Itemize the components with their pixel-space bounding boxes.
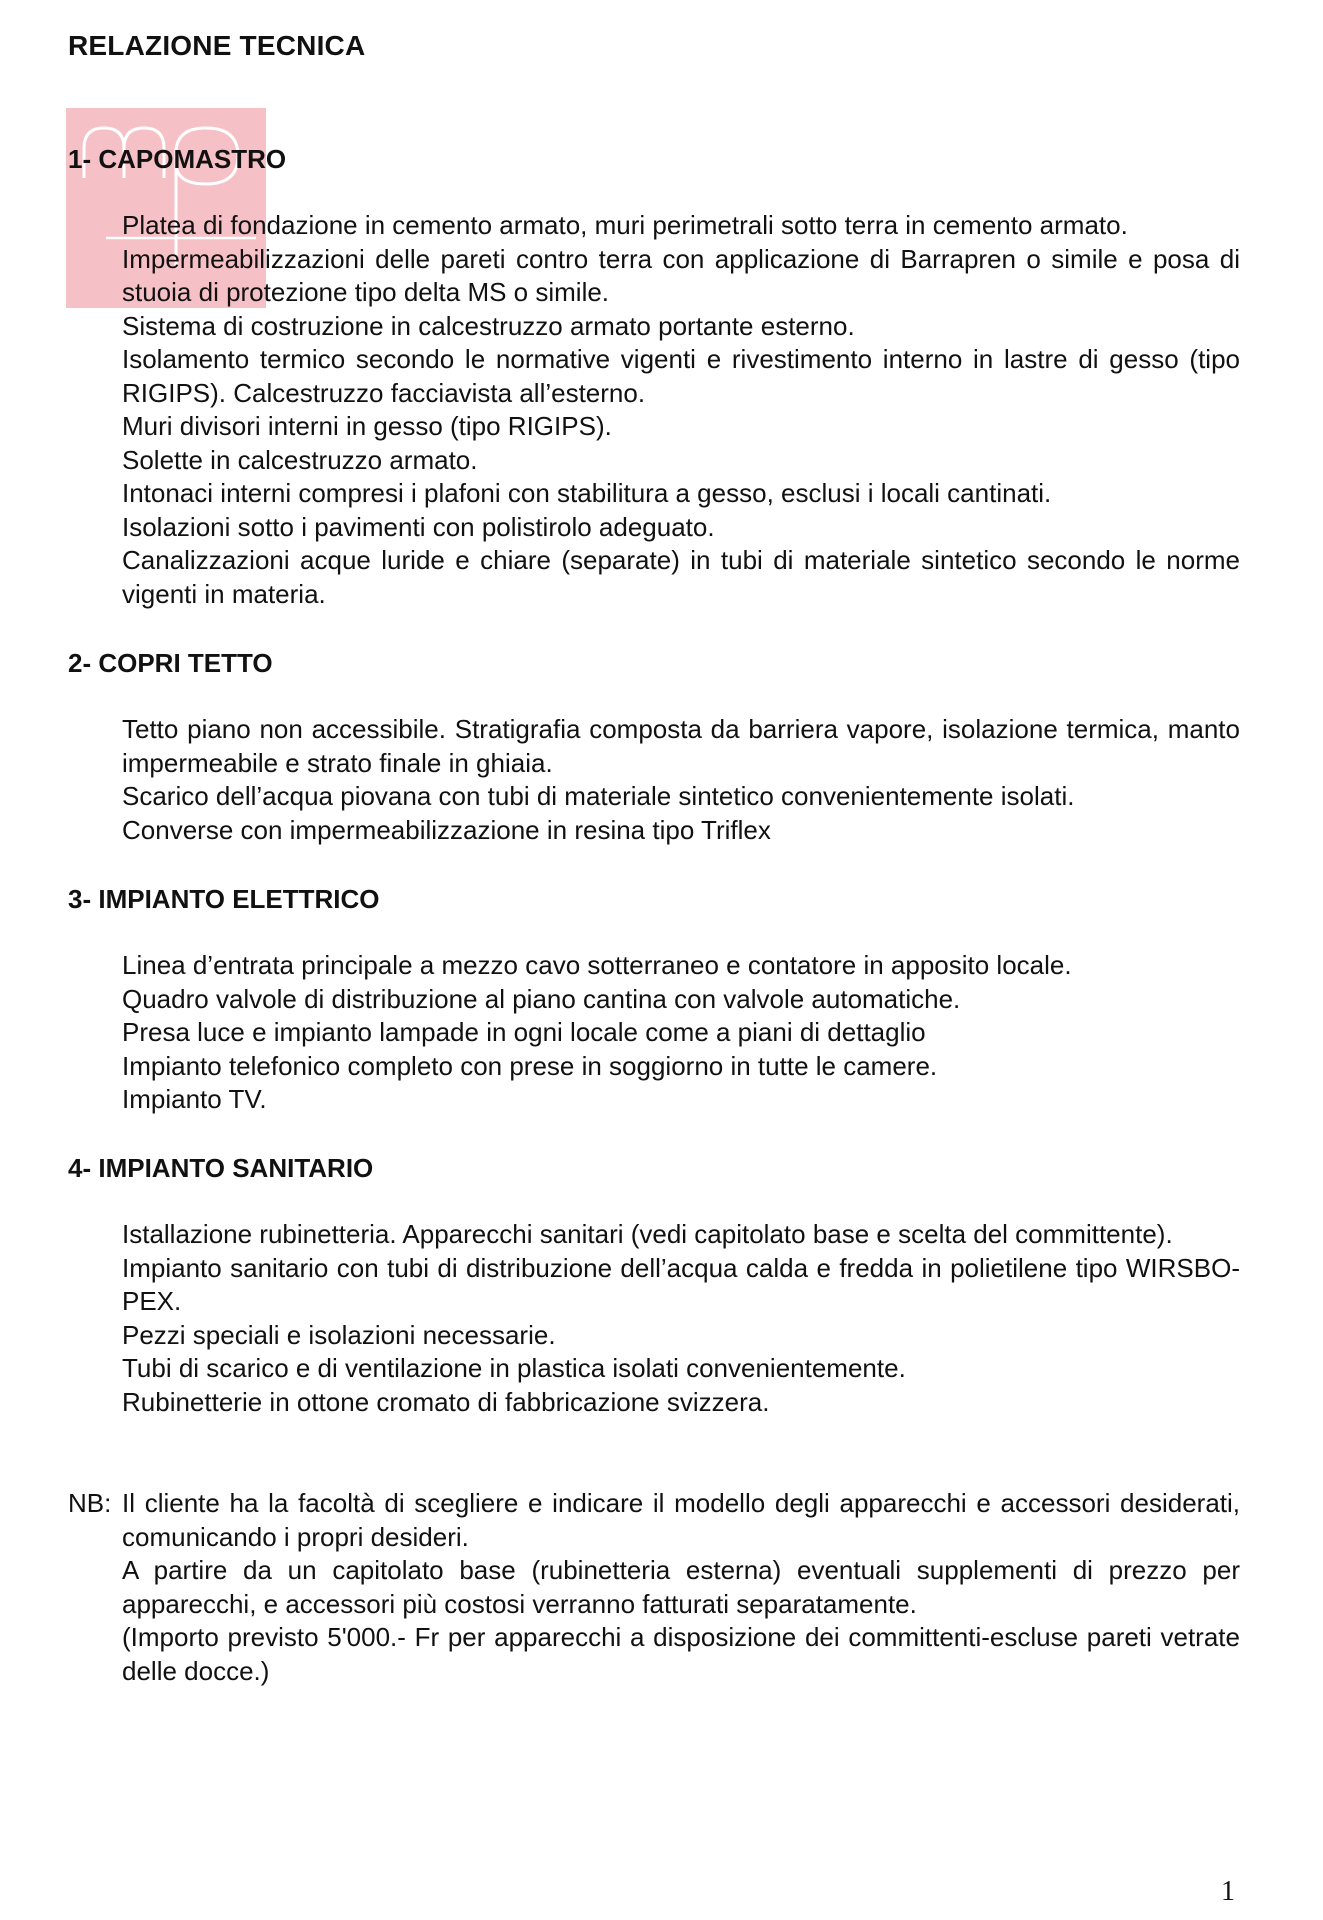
paragraph: Tetto piano non accessibile. Stratigrafia composta da barriera vapore, isolazione termica, manto impermeabile e strato finale in ghiaia.	[122, 714, 1240, 778]
section-heading: 2- COPRI TETTO	[68, 648, 273, 678]
section-body	[122, 713, 1240, 847]
paragraph: Muri divisori interni in gesso (tipo RIGIPS).	[122, 411, 612, 441]
paragraph: Impianto TV.	[122, 1084, 267, 1114]
paragraph: Intonaci interni compresi i plafoni con stabilitura a gesso, esclusi i locali cantinati.	[122, 478, 1052, 508]
paragraph: A partire da un capitolato base (rubinetteria esterna) eventuali supplementi di prezzo per apparecchi, e accessori più costosi verranno fatturati separatamente.	[122, 1555, 1240, 1619]
nb-body	[122, 1487, 1240, 1688]
paragraph: Solette in calcestruzzo armato.	[122, 444, 478, 475]
page-number: 1	[1221, 1876, 1235, 1907]
nb-label: NB:	[68, 1488, 112, 1518]
paragraph: Linea d’entrata principale a mezzo cavo sotterraneo e contatore in apposito locale.	[122, 950, 1072, 980]
paragraph: Impianto telefonico completo con prese in soggiorno in tutte le camere.	[122, 1050, 938, 1081]
paragraph: Il cliente ha la facoltà di scegliere e indicare il modello degli apparecchi e accessori desiderati, comunicando i propri desideri.	[122, 1488, 1240, 1552]
paragraph: Presa luce e impianto lampade in ogni locale come a piani di dettaglio	[122, 1017, 926, 1047]
paragraph: Impianto sanitario con tubi di distribuzione dell’acqua calda e fredda in polietilene tipo WIRSBO-PEX.	[122, 1252, 1240, 1316]
paragraph: Pezzi speciali e isolazioni necessarie.	[122, 1319, 556, 1350]
paragraph: Converse con impermeabilizzazione in resina tipo Triflex	[122, 814, 771, 845]
section-heading: 4- IMPIANTO SANITARIO	[68, 1153, 374, 1183]
paragraph: Platea di fondazione in cemento armato, muri perimetrali sotto terra in cemento armato.	[122, 210, 1128, 240]
paragraph: (Importo previsto 5'000.- Fr per apparecchi a disposizione dei committenti-escluse pareti vetrate delle docce.)	[122, 1622, 1240, 1686]
section-body	[122, 1218, 1240, 1419]
paragraph: Sistema di costruzione in calcestruzzo armato portante esterno.	[122, 310, 855, 341]
section-heading: 1- CAPOMASTRO	[68, 144, 287, 174]
document-title: RELAZIONE TECNICA	[68, 30, 366, 61]
paragraph: Impermeabilizzazioni delle pareti contro terra con applicazione di Barrapren o simile e posa di stuoia di protezione tipo delta MS o simile.	[122, 243, 1240, 307]
paragraph: Isolazioni sotto i pavimenti con polistirolo adeguato.	[122, 511, 715, 542]
section-heading: 3- IMPIANTO ELETTRICO	[68, 884, 380, 914]
paragraph: Tubi di scarico e di ventilazione in plastica isolati convenientemente.	[122, 1353, 906, 1383]
paragraph: Quadro valvole di distribuzione al piano cantina con valvole automatiche.	[122, 983, 961, 1014]
paragraph: Isolamento termico secondo le normative vigenti e rivestimento interno in lastre di gesso (tipo RIGIPS). Calcestruzzo facciavista all’esterno.	[122, 344, 1240, 408]
section-body	[122, 209, 1240, 611]
paragraph: Rubinetterie in ottone cromato di fabbricazione svizzera.	[122, 1386, 770, 1417]
section-body	[122, 949, 1240, 1117]
paragraph: Istallazione rubinetteria. Apparecchi sanitari (vedi capitolato base e scelta del committente).	[122, 1219, 1173, 1249]
paragraph: Canalizzazioni acque luride e chiare (separate) in tubi di materiale sintetico secondo le norme vigenti in materia.	[122, 545, 1240, 609]
paragraph: Scarico dell’acqua piovana con tubi di materiale sintetico convenientemente isolati.	[122, 781, 1075, 811]
